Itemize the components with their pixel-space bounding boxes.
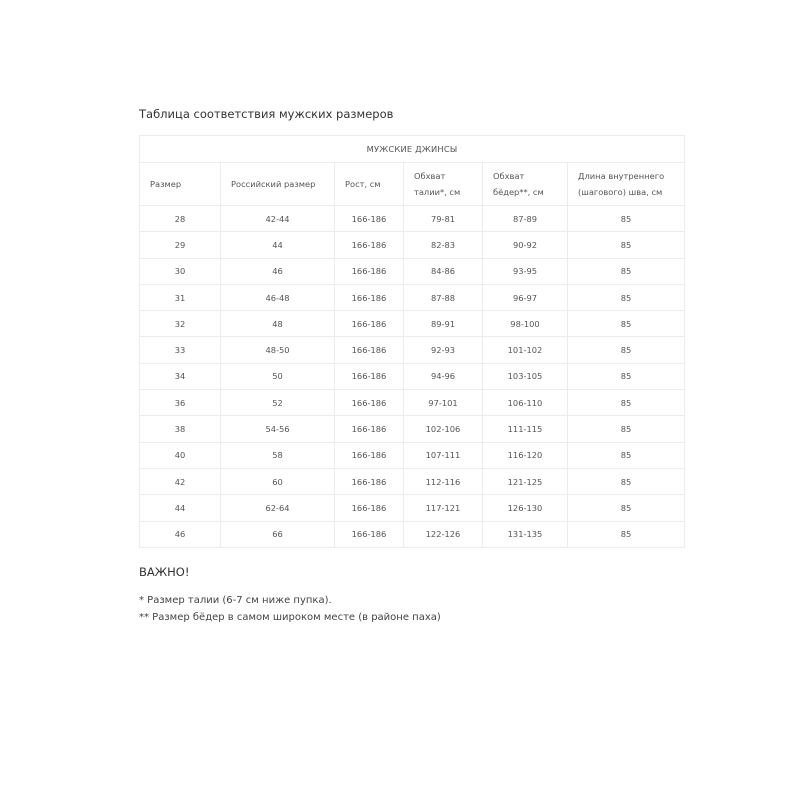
table-row	[140, 284, 685, 310]
cell-height: 166-186	[335, 232, 404, 258]
cell-waist: 84-86	[404, 258, 483, 284]
cell-russian-size: 50	[221, 363, 335, 389]
cell-russian-size: 52	[221, 390, 335, 416]
header-inseam: Длина внутреннего (шагового) шва, см	[568, 163, 685, 206]
cell-inseam: 85	[568, 390, 685, 416]
cell-height: 166-186	[335, 521, 404, 547]
cell-inseam: 85	[568, 232, 685, 258]
cell-size: 30	[140, 258, 221, 284]
table-caption: МУЖСКИЕ ДЖИНСЫ	[140, 136, 685, 163]
table-row	[140, 468, 685, 494]
cell-height: 166-186	[335, 495, 404, 521]
cell-hips: 131-135	[483, 521, 568, 547]
cell-waist: 107-111	[404, 442, 483, 468]
cell-size: 38	[140, 416, 221, 442]
cell-russian-size: 48-50	[221, 337, 335, 363]
cell-hips: 106-110	[483, 390, 568, 416]
cell-height: 166-186	[335, 390, 404, 416]
cell-russian-size: 58	[221, 442, 335, 468]
cell-inseam: 85	[568, 468, 685, 494]
table-row	[140, 258, 685, 284]
cell-size: 40	[140, 442, 221, 468]
table-body	[140, 206, 685, 548]
cell-height: 166-186	[335, 337, 404, 363]
cell-hips: 101-102	[483, 337, 568, 363]
cell-height: 166-186	[335, 258, 404, 284]
header-size: Размер	[140, 163, 221, 206]
cell-size: 33	[140, 337, 221, 363]
cell-russian-size: 54-56	[221, 416, 335, 442]
cell-inseam: 85	[568, 521, 685, 547]
header-height: Рост, см	[335, 163, 404, 206]
cell-hips: 90-92	[483, 232, 568, 258]
table-row	[140, 495, 685, 521]
cell-height: 166-186	[335, 468, 404, 494]
cell-hips: 98-100	[483, 311, 568, 337]
cell-size: 28	[140, 206, 221, 232]
important-heading: ВАЖНО!	[139, 565, 190, 579]
table-row	[140, 206, 685, 232]
cell-height: 166-186	[335, 442, 404, 468]
cell-russian-size: 46-48	[221, 284, 335, 310]
cell-inseam: 85	[568, 442, 685, 468]
cell-size: 29	[140, 232, 221, 258]
cell-waist: 97-101	[404, 390, 483, 416]
header-hips: Обхват бёдер**, см	[483, 163, 568, 206]
note-hips: ** Размер бёдер в самом широком месте (в районе паха)	[139, 612, 441, 623]
header-russian-size: Российский размер	[221, 163, 335, 206]
cell-size: 32	[140, 311, 221, 337]
cell-waist: 82-83	[404, 232, 483, 258]
cell-inseam: 85	[568, 258, 685, 284]
cell-hips: 116-120	[483, 442, 568, 468]
cell-hips: 93-95	[483, 258, 568, 284]
table-row	[140, 363, 685, 389]
cell-hips: 96-97	[483, 284, 568, 310]
cell-waist: 94-96	[404, 363, 483, 389]
cell-size: 31	[140, 284, 221, 310]
note-waist: * Размер талии (6-7 см ниже пупка).	[139, 595, 332, 606]
cell-russian-size: 48	[221, 311, 335, 337]
table-row	[140, 416, 685, 442]
cell-waist: 92-93	[404, 337, 483, 363]
cell-waist: 89-91	[404, 311, 483, 337]
cell-waist: 79-81	[404, 206, 483, 232]
cell-inseam: 85	[568, 337, 685, 363]
cell-russian-size: 60	[221, 468, 335, 494]
table-row	[140, 311, 685, 337]
table-row	[140, 390, 685, 416]
cell-inseam: 85	[568, 284, 685, 310]
page-title: Таблица соответствия мужских размеров	[139, 107, 394, 121]
header-waist: Обхват талии*, см	[404, 163, 483, 206]
cell-hips: 111-115	[483, 416, 568, 442]
cell-inseam: 85	[568, 311, 685, 337]
cell-waist: 87-88	[404, 284, 483, 310]
cell-height: 166-186	[335, 363, 404, 389]
cell-russian-size: 42-44	[221, 206, 335, 232]
cell-size: 42	[140, 468, 221, 494]
table-caption-row	[140, 136, 685, 163]
table-row	[140, 442, 685, 468]
cell-waist: 112-116	[404, 468, 483, 494]
cell-hips: 87-89	[483, 206, 568, 232]
cell-russian-size: 46	[221, 258, 335, 284]
cell-height: 166-186	[335, 416, 404, 442]
table-row	[140, 521, 685, 547]
cell-height: 166-186	[335, 311, 404, 337]
cell-russian-size: 66	[221, 521, 335, 547]
cell-hips: 121-125	[483, 468, 568, 494]
cell-size: 34	[140, 363, 221, 389]
size-table	[139, 135, 685, 548]
cell-height: 166-186	[335, 284, 404, 310]
cell-size: 46	[140, 521, 221, 547]
table-row	[140, 232, 685, 258]
cell-hips: 103-105	[483, 363, 568, 389]
cell-size: 44	[140, 495, 221, 521]
cell-russian-size: 44	[221, 232, 335, 258]
cell-size: 36	[140, 390, 221, 416]
cell-russian-size: 62-64	[221, 495, 335, 521]
cell-waist: 102-106	[404, 416, 483, 442]
table-row	[140, 337, 685, 363]
cell-inseam: 85	[568, 206, 685, 232]
cell-inseam: 85	[568, 363, 685, 389]
cell-inseam: 85	[568, 416, 685, 442]
table-header-row	[140, 163, 685, 206]
cell-waist: 117-121	[404, 495, 483, 521]
cell-waist: 122-126	[404, 521, 483, 547]
cell-inseam: 85	[568, 495, 685, 521]
cell-height: 166-186	[335, 206, 404, 232]
cell-hips: 126-130	[483, 495, 568, 521]
